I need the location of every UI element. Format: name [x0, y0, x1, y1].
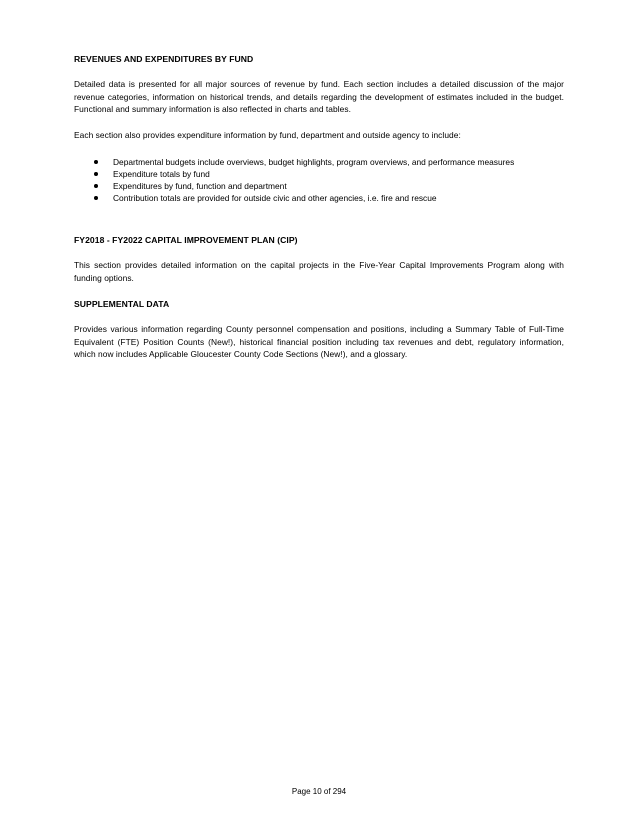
bullet-icon [94, 160, 98, 164]
cip-heading: FY2018 - FY2022 CAPITAL IMPROVEMENT PLAN (CIP) [74, 235, 298, 245]
revenues-paragraph-2: Each section also provides expenditure information by fund, department and outside agency to include: [74, 130, 461, 140]
bullet-text: Expenditures by fund, function and department [113, 181, 287, 191]
bullet-text: Contribution totals are provided for outside civic and other agencies, i.e. fire and rescue [113, 193, 437, 203]
bullet-icon [94, 172, 98, 176]
bullet-icon [94, 184, 98, 188]
supplemental-heading: SUPPLEMENTAL DATA [74, 299, 170, 309]
bullet-item [74, 192, 564, 204]
bullet-text: Departmental budgets include overviews, budget highlights, program overviews, and performance measures [113, 157, 515, 167]
page-number: Page 10 of 294 [291, 787, 347, 796]
bullet-item [74, 168, 564, 180]
bullet-item [74, 180, 564, 192]
bullet-text: Expenditure totals by fund [113, 169, 210, 179]
bullet-icon [94, 196, 98, 200]
revenues-heading: REVENUES AND EXPENDITURES BY FUND [74, 54, 254, 64]
revenues-paragraph-1: Detailed data is presented for all major sources of revenue by fund. Each section includes a detailed discussion of the major revenue categories, information on historical trends, and details regarding the development of estimates included in the budget. Functional and summary information is also reflected in charts and tables. [74, 79, 564, 114]
bullet-item [74, 156, 564, 168]
revenues-bullet-list [74, 156, 564, 204]
cip-paragraph: This section provides detailed information on the capital projects in the Five-Year Capital Improvements Program along with funding options. [74, 260, 564, 283]
supplemental-paragraph: Provides various information regarding County personnel compensation and positions, including a Summary Table of Full-Time Equivalent (FTE) Position Counts (New!), historical financial position including tax revenues and debt, regulatory information, which now includes Applicable Gloucester County Code Sections (New!), and a glossary. [74, 324, 564, 359]
